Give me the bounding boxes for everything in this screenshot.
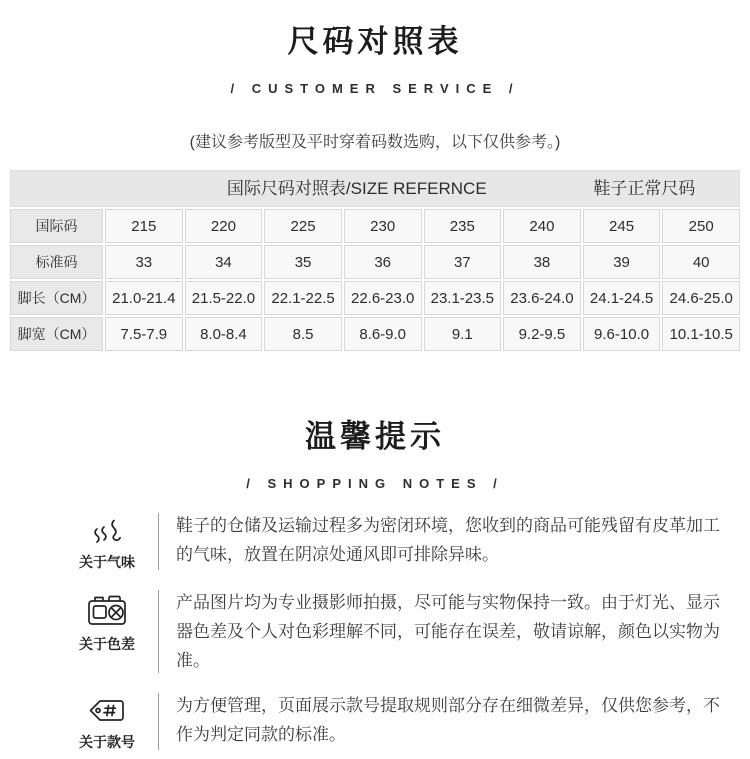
size-value-cell: 10.1-10.5 (662, 317, 740, 351)
shopping-notes-section (0, 411, 750, 752)
size-value-cell: 40 (662, 245, 740, 279)
size-value-cell: 21.0-21.4 (105, 281, 183, 315)
size-value-cell: 225 (264, 209, 342, 243)
size-value-cell: 240 (503, 209, 581, 243)
size-row-label: 脚宽（CM） (10, 317, 103, 351)
notes-title: 温馨提示 (305, 419, 445, 454)
size-value-cell: 22.6-23.0 (344, 281, 422, 315)
note-label: 关于色差 (79, 636, 135, 652)
size-value-cell: 21.5-22.0 (185, 281, 263, 315)
note-label: 关于气味 (79, 554, 135, 570)
size-value-cell: 37 (424, 245, 502, 279)
size-value-cell: 9.1 (424, 317, 502, 351)
size-value-cell: 230 (344, 209, 422, 243)
size-chart-section (0, 16, 750, 351)
size-value-cell: 24.1-24.5 (583, 281, 661, 315)
size-row-label: 国际码 (10, 209, 103, 243)
size-row-label: 脚长（CM） (10, 281, 103, 315)
note-text: 为方便管理，页面展示款号提取规则部分存在细微差异，仅供您参考，不作为判定同款的标准。 (176, 696, 720, 744)
notes-list (0, 511, 725, 752)
size-value-cell: 215 (105, 209, 183, 243)
size-value-cell: 35 (264, 245, 342, 279)
size-value-cell: 7.5-7.9 (105, 317, 183, 351)
size-value-cell: 9.6-10.0 (583, 317, 661, 351)
size-advice-note: (建议参考版型及平时穿着码数选购，以下仅供参考。) (189, 134, 561, 151)
size-value-cell: 23.6-24.0 (503, 281, 581, 315)
size-value-cell: 38 (503, 245, 581, 279)
note-label: 关于款号 (79, 734, 135, 750)
page-title: 尺码对照表 (287, 24, 463, 59)
size-value-cell: 22.1-22.5 (264, 281, 342, 315)
note-text: 鞋子的仓储及运输过程多为密闭环境，您收到的商品可能残留有皮革加工的气味，放置在阴凉处通风即可排除异味。 (176, 516, 720, 564)
note-item-smell (0, 511, 725, 572)
size-value-cell: 235 (424, 209, 502, 243)
smell-icon (87, 515, 127, 546)
size-table-header-right: 鞋子正常尺码 (593, 179, 696, 198)
size-value-cell: 23.1-23.5 (424, 281, 502, 315)
size-value-cell: 24.6-25.0 (662, 281, 740, 315)
size-value-cell: 8.6-9.0 (344, 317, 422, 351)
note-icon-column (0, 511, 158, 572)
tag-icon (87, 695, 127, 726)
size-value-cell: 220 (185, 209, 263, 243)
size-value-cell: 33 (105, 245, 183, 279)
size-table-header-left: 国际尺码对照表/SIZE REFERNCE (226, 179, 487, 198)
size-value-cell: 9.2-9.5 (503, 317, 581, 351)
note-item-color (0, 588, 725, 675)
camera-icon (86, 592, 128, 628)
size-value-cell: 245 (583, 209, 661, 243)
size-value-cell: 8.0-8.4 (185, 317, 263, 351)
note-text: 产品图片均为专业摄影师拍摄，尽可能与实物保持一致。由于灯光、显示器色差及个人对色彩理解不同，可能存在误差，敬请谅解，颜色以实物为准。 (176, 593, 720, 670)
shopping-notes-subtitle: / SHOPPING NOTES / (246, 476, 504, 491)
customer-service-subtitle: / CUSTOMER SERVICE / (230, 81, 520, 96)
note-icon-column (0, 588, 158, 675)
size-value-cell: 8.5 (264, 317, 342, 351)
size-table (10, 170, 740, 351)
size-row-label: 标准码 (10, 245, 103, 279)
size-value-cell: 250 (662, 209, 740, 243)
size-table-grid (10, 209, 740, 351)
size-table-header (10, 170, 740, 207)
size-value-cell: 36 (344, 245, 422, 279)
size-value-cell: 39 (583, 245, 661, 279)
size-value-cell: 34 (185, 245, 263, 279)
